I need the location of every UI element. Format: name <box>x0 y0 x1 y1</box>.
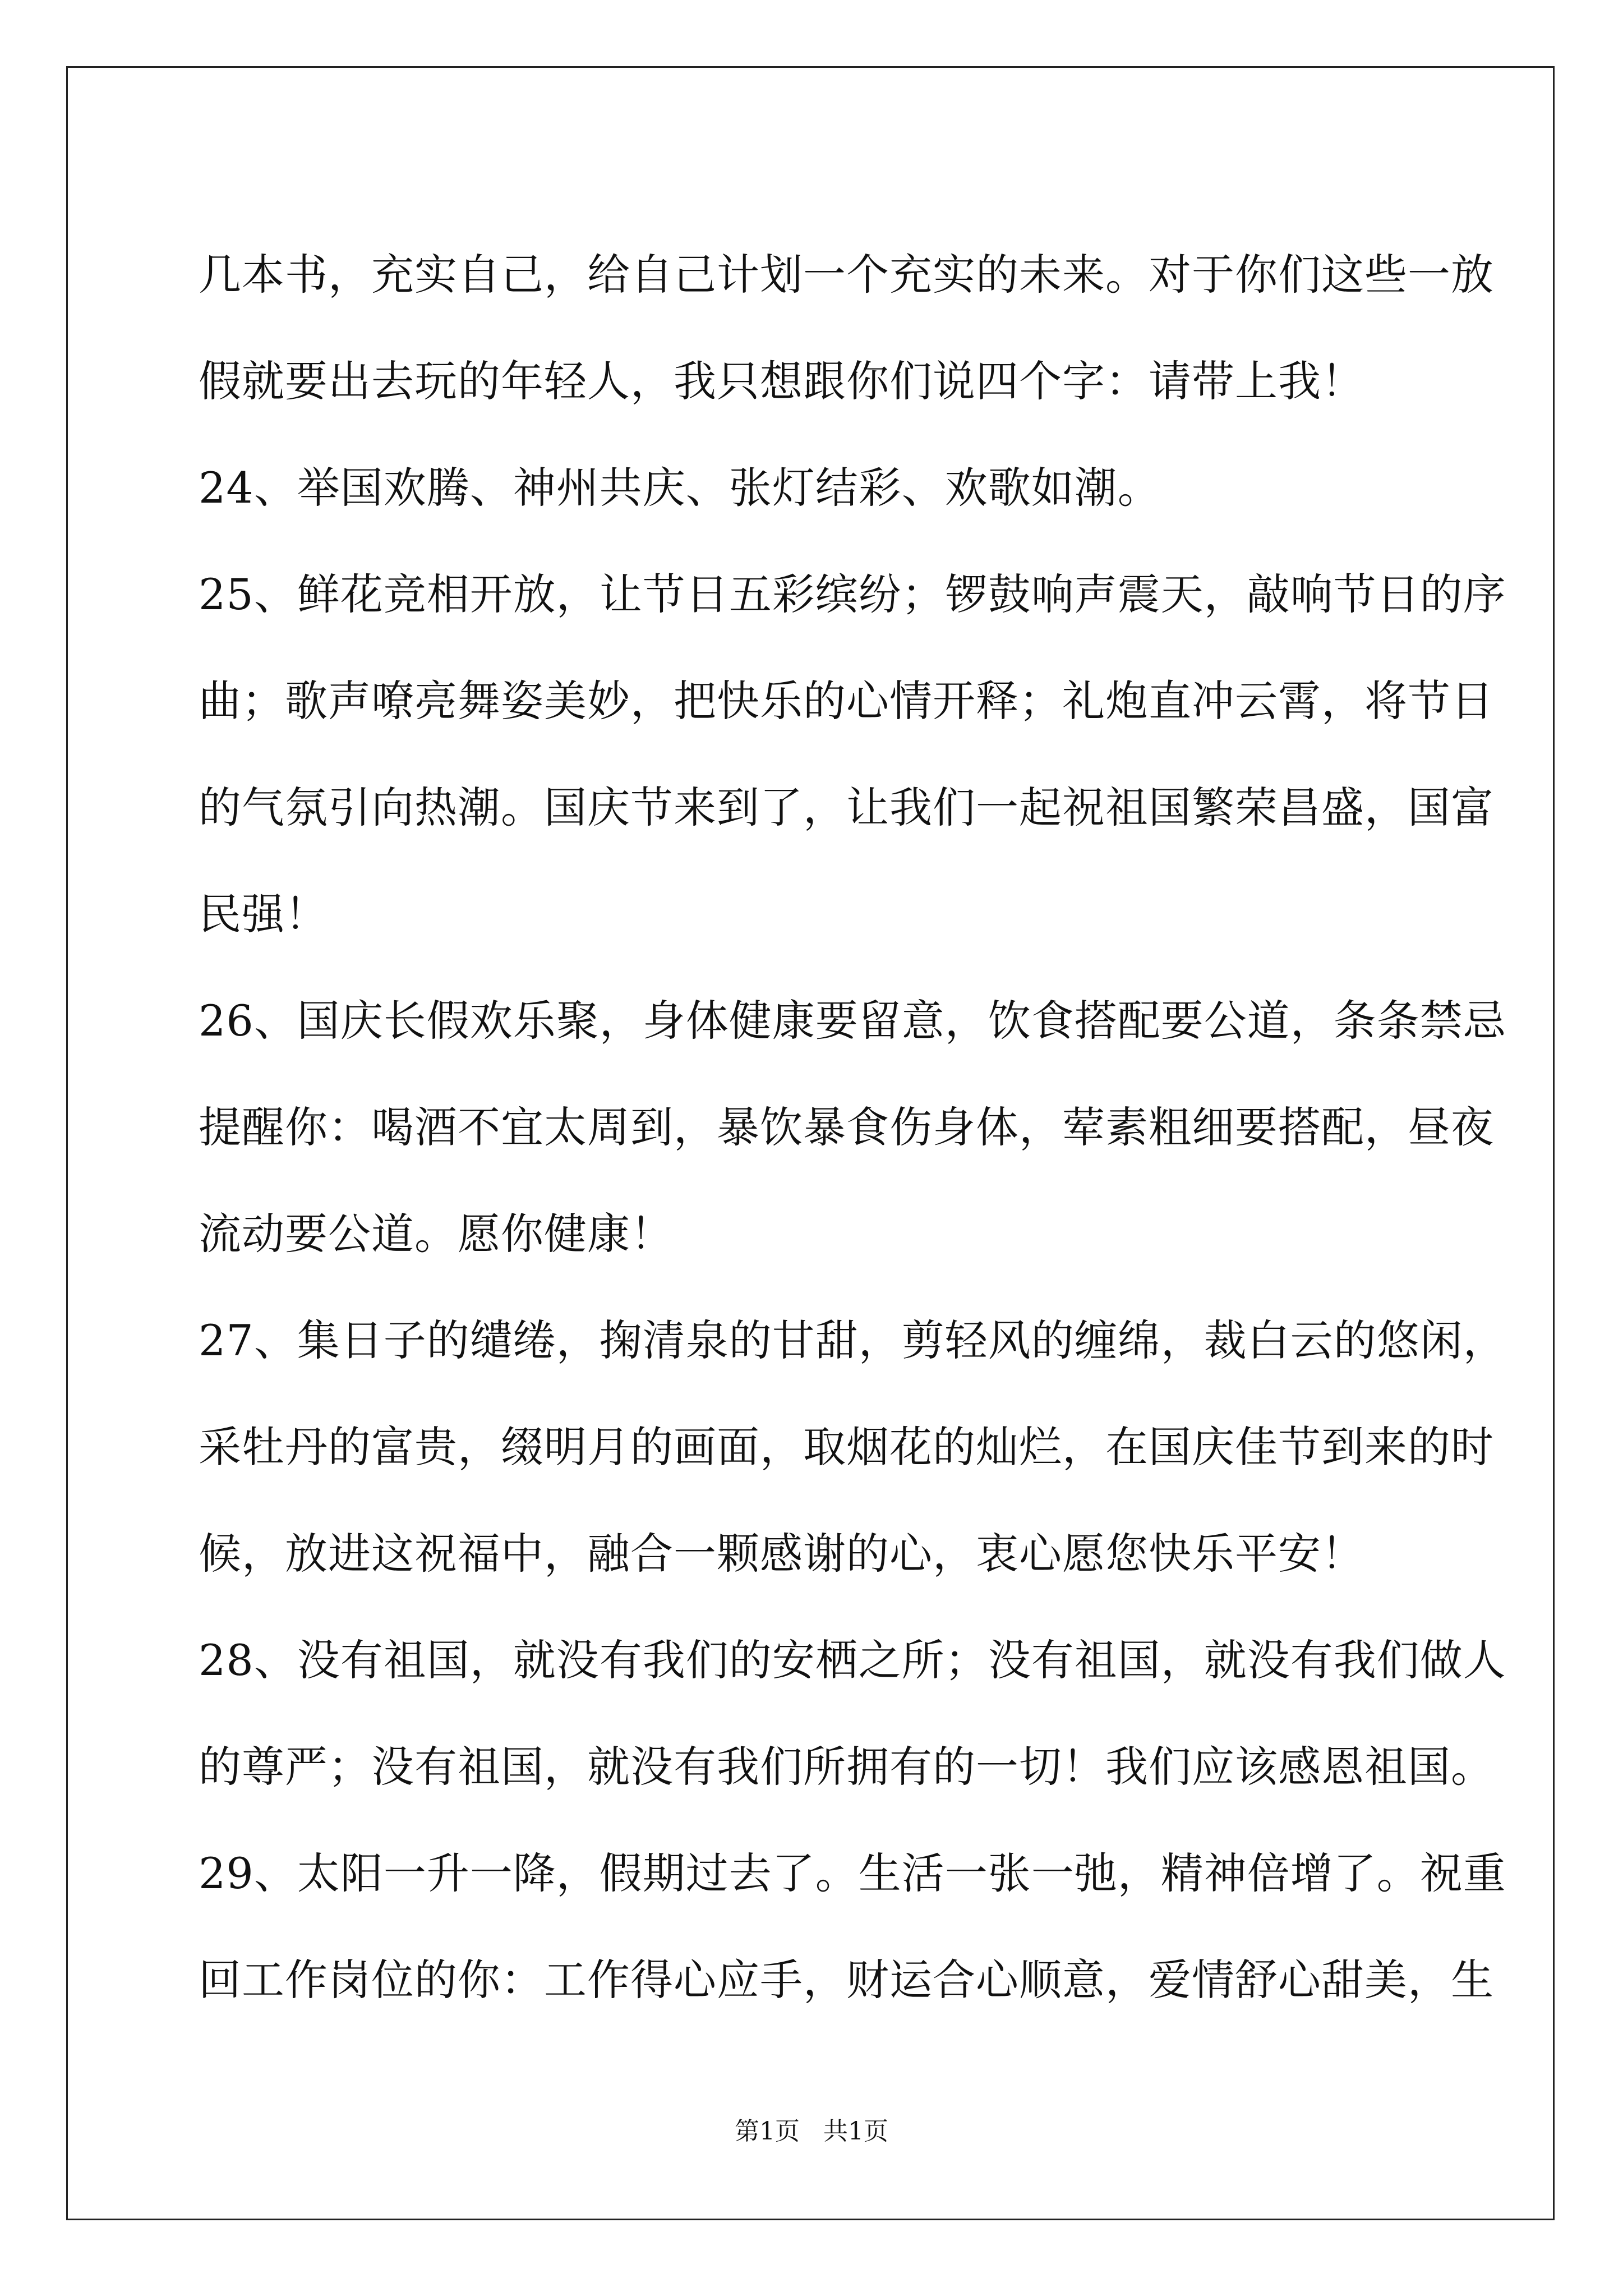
text-line: 候，放进这祝福中，融合一颗感谢的心，衷心愿您快乐平安！ <box>199 1529 1364 1579</box>
text-line: 28、没有祖国，就没有我们的安栖之所；没有祖国，就没有我们做人 <box>199 1635 1506 1685</box>
text-line: 曲；歌声嘹亮舞姿美妙，把快乐的心情开释；礼炮直冲云霄，将节日 <box>199 676 1494 726</box>
text-line: 几本书，充实自己，给自己计划一个充实的未来。对于你们这些一放 <box>199 250 1494 300</box>
page-footer: 第1页 共1页 <box>735 2117 888 2146</box>
text-line: 24、举国欢腾、神州共庆、张灯结彩、欢歌如潮。 <box>199 463 1161 513</box>
text-line: 的尊严；没有祖国，就没有我们所拥有的一切！我们应该感恩祖国。 <box>199 1742 1494 1792</box>
text-line: 民强！ <box>199 889 328 939</box>
text-line: 25、鲜花竞相开放，让节日五彩缤纷；锣鼓响声震天，敲响节日的序 <box>199 569 1506 619</box>
document-body <box>199 222 1506 2033</box>
text-line: 29、太阳一升一降，假期过去了。生活一张一弛，精神倍增了。祝重 <box>199 1848 1506 1898</box>
text-line: 提醒你：喝酒不宜太周到，暴饮暴食伤身体，荤素粗细要搭配，昼夜 <box>199 1102 1494 1152</box>
text-line: 27、集日子的缱绻，掬清泉的甘甜，剪轻风的缠绵，裁白云的悠闲， <box>199 1315 1506 1365</box>
text-line: 回工作岗位的你：工作得心应手，财运合心顺意，爱情舒心甜美，生 <box>199 1955 1494 2005</box>
text-line: 采牡丹的富贵，缀明月的画面，取烟花的灿烂，在国庆佳节到来的时 <box>199 1422 1494 1472</box>
text-line: 26、国庆长假欢乐聚，身体健康要留意，饮食搭配要公道，条条禁忌 <box>199 996 1506 1046</box>
text-line: 的气氛引向热潮。国庆节来到了，让我们一起祝祖国繁荣昌盛，国富 <box>199 783 1494 832</box>
text-line: 流动要公道。愿你健康！ <box>199 1209 674 1259</box>
text-line: 假就要出去玩的年轻人，我只想跟你们说四个字：请带上我！ <box>199 356 1364 406</box>
